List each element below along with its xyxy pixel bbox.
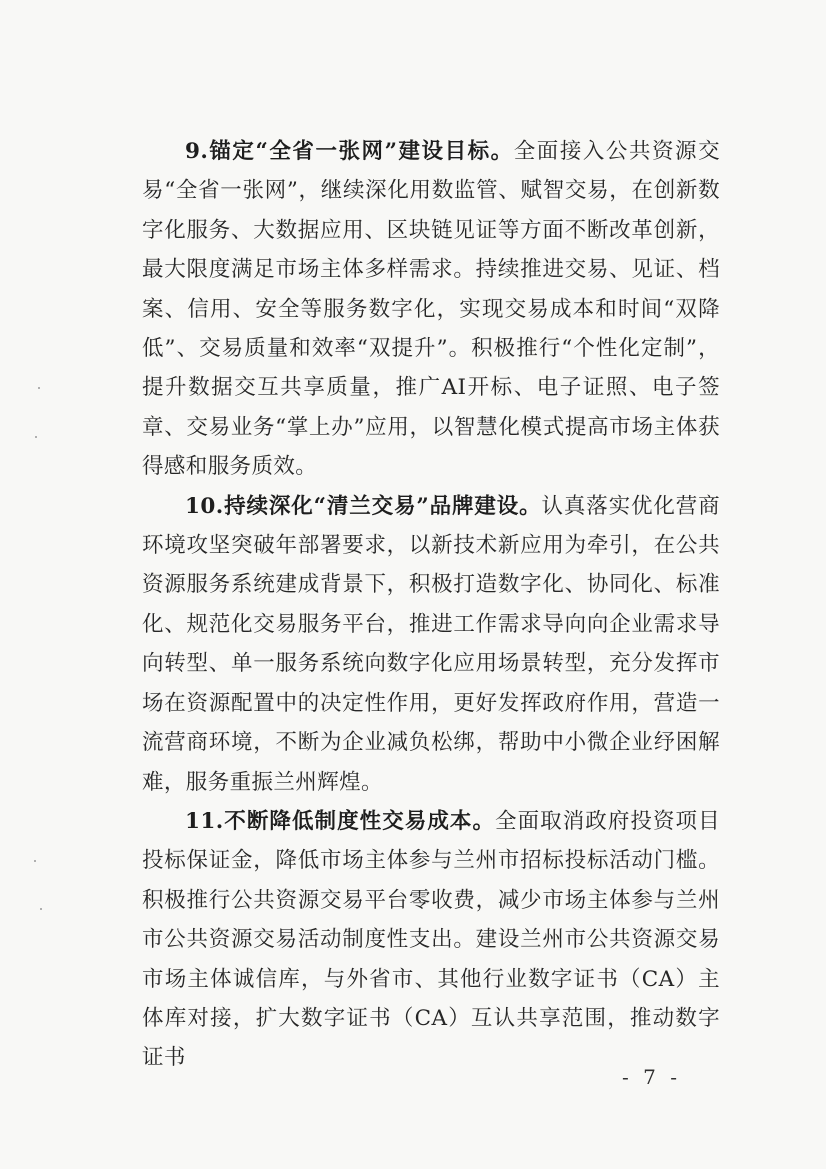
paragraph-text: 认真落实优化营商环境攻坚突破年部署要求，以新技术新应用为牵引，在公共资源服务系统建成背景下，积极打造数字化、协同化、标准化、规范化交易服务平台，推进工作需求导向向企业需求导向转型、单一服务系统向数字化应用场景转型，充分发挥市场在资源配置中的决定性作用，更好发挥政府作用，营造一流营商环境，不断为企业减负松绑，帮助中小微企业纾困解难，服务重振兰州辉煌。 bbox=[142, 493, 721, 795]
paragraph-10 bbox=[142, 487, 720, 802]
paragraph-text: 全面取消政府投资项目投标保证金，降低市场主体参与兰州市招标投标活动门槛。积极推行公共资源交易平台零收费，减少市场主体参与兰州市公共资源交易活动制度性支出。建设兰州市公共资源交易市场主体诚信库，与外省市、其他行业数字证书（CA）主体库对接，扩大数字证书（CA）互认共享范围，推动数字证书 bbox=[142, 808, 720, 1071]
scan-speck bbox=[35, 436, 37, 438]
scan-speck bbox=[34, 860, 36, 862]
document-body bbox=[142, 132, 720, 1078]
page-number: - 7 - bbox=[622, 1065, 681, 1089]
paragraph-11 bbox=[142, 802, 720, 1078]
paragraph-heading: 10.持续深化“清兰交易”品牌建设。 bbox=[185, 493, 542, 519]
paragraph-9 bbox=[142, 132, 720, 487]
scan-speck bbox=[38, 387, 40, 389]
paragraph-heading: 9.锚定“全省一张网”建设目标。 bbox=[185, 139, 514, 164]
paragraph-heading: 11.不断降低制度性交易成本。 bbox=[185, 808, 496, 834]
paragraph-text: 全面接入公共资源交易“全省一张网”，继续深化用数监管、赋智交易，在创新数字化服务、大数据应用、区块链见证等方面不断改革创新，最大限度满足市场主体多样需求。持续推进交易、见证、档案、信用、安全等服务数字化，实现交易成本和时间“双降低”、交易质量和效率“双提升”。积极推行“个性化定制”，提升数据交互共享质量，推广AI开标、电子证照、电子签章、交易业务“掌上办”应用，以智慧化模式提高市场主体获得感和服务质效。 bbox=[142, 139, 720, 480]
scan-speck bbox=[40, 908, 42, 910]
